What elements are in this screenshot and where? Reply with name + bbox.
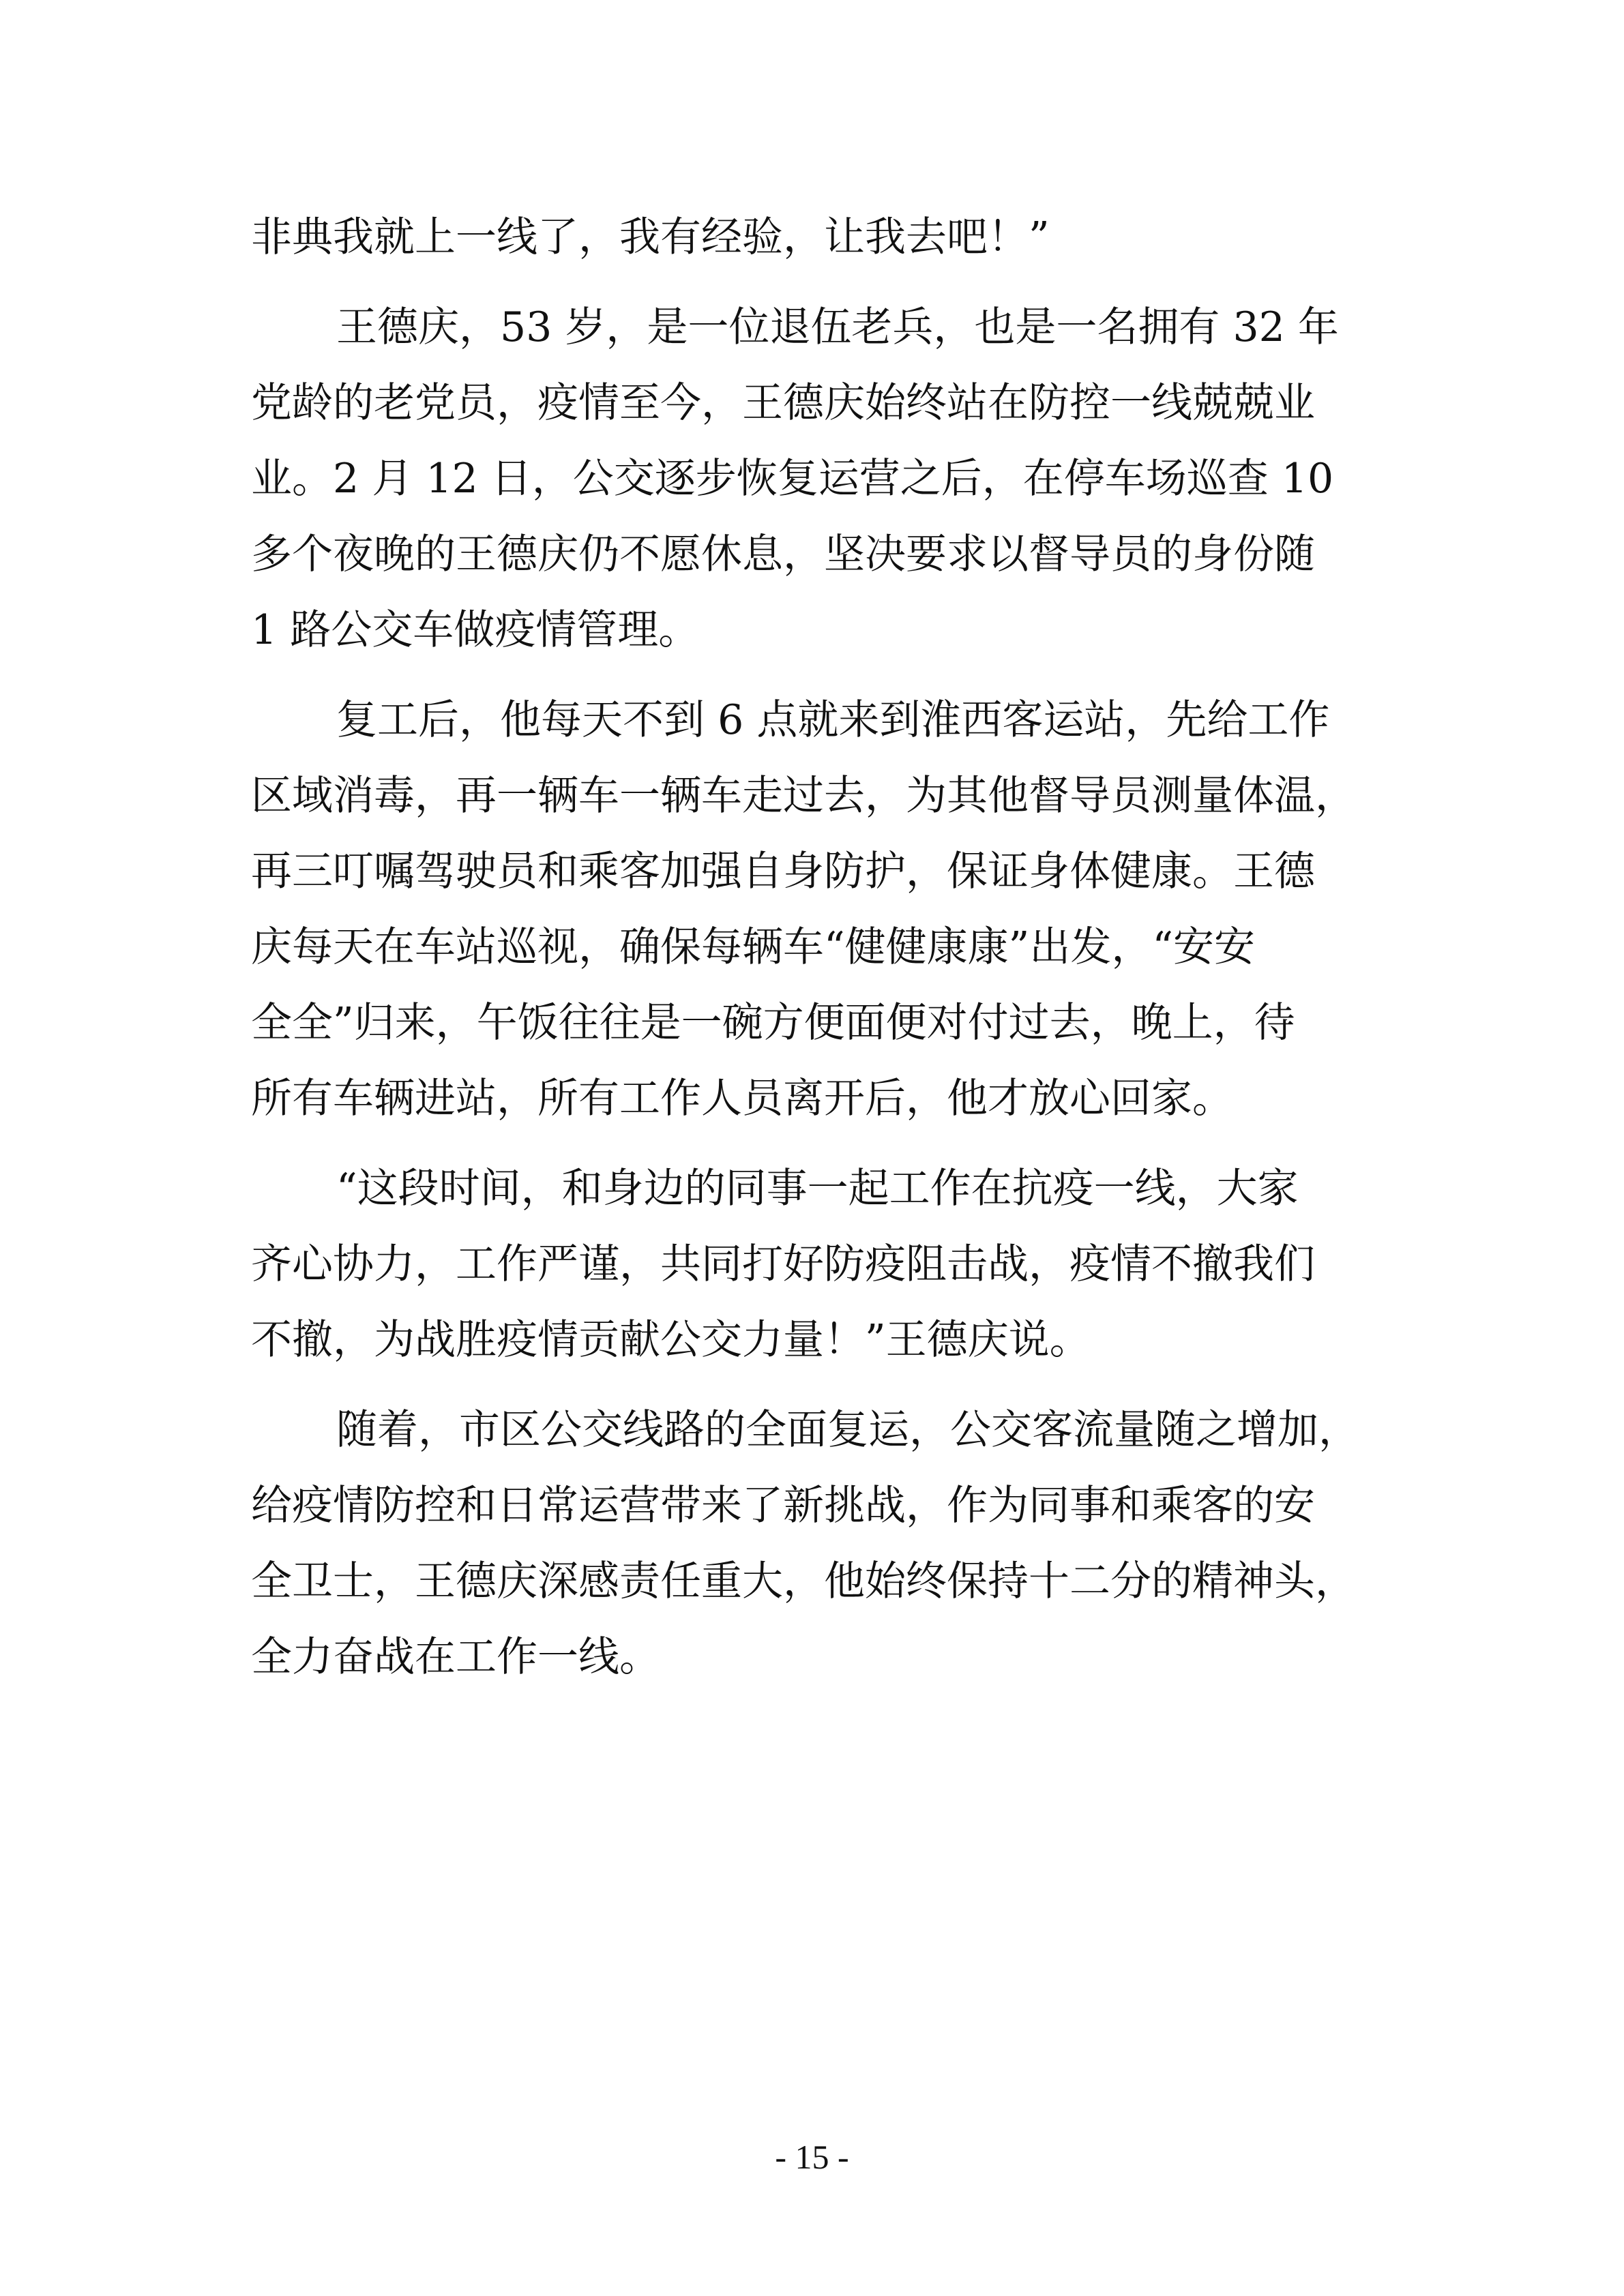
text-line: 全全”归来，午饭往往是一碗方便面便对付过去，晚上，待 <box>251 999 1295 1047</box>
text-line: “这段时间，和身边的同事一起工作在抗疫一线，大家 <box>336 1165 1299 1212</box>
text-line: 所有车辆进站，所有工作人员离开后，他才放心回家。 <box>251 1075 1233 1122</box>
text-line: 多个夜晚的王德庆仍不愿休息，坚决要求以督导员的身份随 <box>251 531 1315 578</box>
text-line: 党龄的老党员，疫情至今，王德庆始终站在防控一线兢兢业 <box>251 379 1315 427</box>
text-line: 业。2 月 12 日，公交逐步恢复运营之后，在停车场巡查 10 <box>251 455 1334 503</box>
text-line: 庆每天在车站巡视，确保每辆车“健健康康”出发，“安安 <box>251 923 1256 971</box>
text-line: 不撤，为战胜疫情贡献公交力量！”王德庆说。 <box>251 1316 1091 1364</box>
text-line: 王德庆，53 岁，是一位退伍老兵，也是一名拥有 32 年 <box>336 303 1339 351</box>
text-line: 全力奋战在工作一线。 <box>251 1633 660 1681</box>
page-number: - 15 - <box>775 2138 849 2176</box>
text-line: 非典我就上一线了，我有经验，让我去吧！” <box>251 213 1050 261</box>
text-line: 随着，市区公交线路的全面复运，公交客流量随之增加， <box>336 1406 1359 1454</box>
text-line: 1 路公交车做疫情管理。 <box>251 606 700 654</box>
text-line: 再三叮嘱驾驶员和乘客加强自身防护，保证身体健康。王德 <box>251 848 1315 895</box>
text-line: 全卫士，王德庆深感责任重大，他始终保持十二分的精神头， <box>251 1557 1356 1605</box>
text-line: 给疫情防控和日常运营带来了新挑战，作为同事和乘客的安 <box>251 1482 1315 1530</box>
text-line: 复工后，他每天不到 6 点就来到淮西客运站，先给工作 <box>336 696 1330 744</box>
text-line: 区域消毒，再一辆车一辆车走过去，为其他督导员测量体温， <box>251 772 1356 820</box>
text-line: 齐心协力，工作严谨，共同打好防疫阻击战，疫情不撤我们 <box>251 1240 1315 1288</box>
